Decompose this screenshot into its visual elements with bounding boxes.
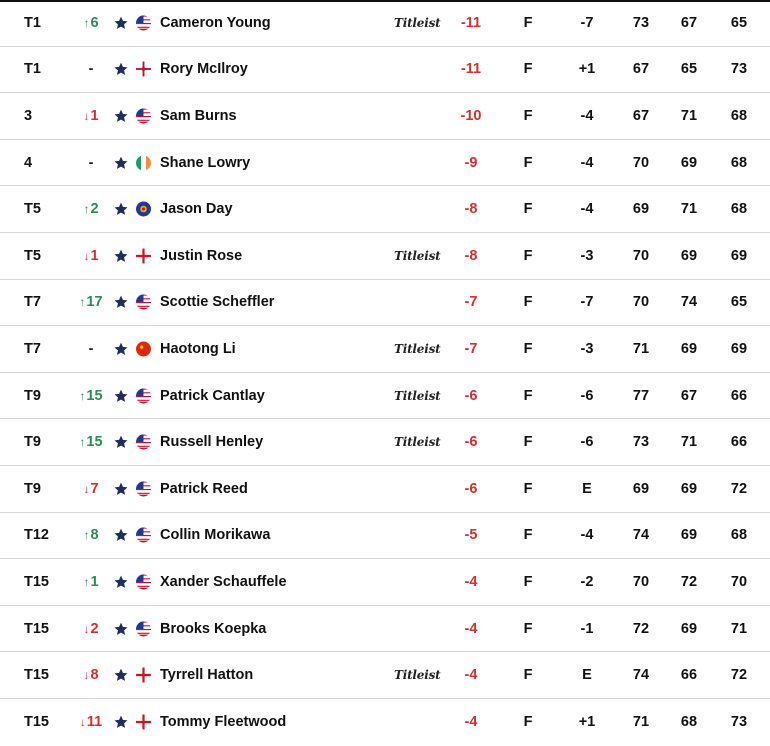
position: T9: [24, 480, 41, 497]
round-3-strokes: 69: [730, 247, 748, 264]
total-to-par: -6: [464, 387, 478, 404]
movement-value: -: [88, 340, 94, 357]
movement-value: 8: [90, 667, 99, 684]
round-2-strokes: 71: [680, 201, 698, 218]
total-to-par: -11: [460, 14, 482, 31]
thru: F: [523, 201, 533, 218]
round-1-strokes: 67: [632, 61, 650, 78]
round-1-strokes: 69: [632, 201, 650, 218]
table-row[interactable]: [0, 0, 770, 47]
total-to-par: -7: [464, 294, 478, 311]
round-1-strokes: 70: [632, 294, 650, 311]
titleist-logo: Titleist: [394, 388, 441, 403]
round-2-strokes: 71: [680, 107, 698, 124]
total-to-par: -7: [464, 340, 478, 357]
favorite-star-icon[interactable]: [113, 15, 129, 31]
movement-value: 11: [86, 714, 103, 731]
total-to-par: -4: [464, 714, 478, 731]
round-score: -4: [580, 154, 594, 171]
round-2-strokes: 69: [680, 247, 698, 264]
round-3-strokes: 68: [730, 201, 748, 218]
position-movement: [76, 108, 106, 124]
total-to-par: -4: [464, 620, 478, 637]
favorite-star-icon[interactable]: [113, 108, 129, 124]
table-row[interactable]: [0, 699, 770, 746]
round-3-strokes: 69: [730, 340, 748, 357]
favorite-star-icon[interactable]: [113, 434, 129, 450]
position: T9: [24, 434, 41, 451]
titleist-logo: Titleist: [394, 15, 441, 30]
thru: F: [523, 61, 533, 78]
table-row[interactable]: [0, 47, 770, 94]
movement-value: 8: [90, 527, 99, 544]
thru: F: [523, 14, 533, 31]
thru: F: [523, 154, 533, 171]
thru: F: [523, 107, 533, 124]
usa-flag-icon: [136, 15, 151, 30]
position-movement: [76, 481, 106, 497]
movement-value: 2: [90, 620, 99, 637]
round-3-strokes: 66: [730, 387, 748, 404]
position-movement: [76, 667, 106, 683]
movement-value: 6: [90, 14, 99, 31]
position: T15: [24, 714, 49, 731]
favorite-star-icon[interactable]: [113, 388, 129, 404]
ireland-flag-icon: [136, 155, 151, 170]
favorite-star-icon[interactable]: [113, 481, 129, 497]
thru: F: [523, 294, 533, 311]
australia-flag-icon: [136, 202, 151, 217]
round-score: -6: [580, 434, 594, 451]
favorite-star-icon[interactable]: [113, 201, 129, 217]
thru: F: [523, 247, 533, 264]
titleist-logo: Titleist: [394, 248, 441, 263]
position: T1: [24, 14, 41, 31]
thru: F: [523, 620, 533, 637]
round-score: +1: [578, 714, 596, 731]
position: T7: [24, 340, 41, 357]
position-movement: [76, 527, 106, 543]
northern-ireland-flag-icon: [136, 62, 151, 77]
round-score: -2: [580, 573, 594, 590]
player-name[interactable]: Scottie Scheffler: [160, 294, 275, 311]
round-2-strokes: 67: [680, 14, 698, 31]
favorite-star-icon[interactable]: [113, 248, 129, 264]
thru: F: [523, 527, 533, 544]
total-to-par: -8: [464, 247, 478, 264]
round-1-strokes: 71: [632, 714, 650, 731]
titleist-logo: Titleist: [394, 668, 441, 683]
thru: F: [523, 340, 533, 357]
arrow-down-icon: ↓: [79, 715, 86, 730]
arrow-up-icon: ↑: [79, 388, 86, 403]
player-name[interactable]: Haotong Li: [160, 340, 236, 357]
usa-flag-icon: [136, 481, 151, 496]
round-2-strokes: 69: [680, 340, 698, 357]
arrow-down-icon: ↓: [83, 621, 90, 636]
round-3-strokes: 68: [730, 527, 748, 544]
total-to-par: -4: [464, 667, 478, 684]
china-flag-icon: [136, 341, 151, 356]
table-row[interactable]: [0, 326, 770, 373]
player-name[interactable]: Russell Henley: [160, 434, 264, 451]
table-row[interactable]: [0, 280, 770, 327]
arrow-up-icon: ↑: [79, 435, 86, 450]
round-1-strokes: 70: [632, 247, 650, 264]
movement-value: 7: [90, 480, 99, 497]
position: T5: [24, 201, 41, 218]
player-name[interactable]: Jason Day: [160, 201, 233, 218]
favorite-star-icon[interactable]: [113, 667, 129, 683]
round-3-strokes: 68: [730, 107, 748, 124]
position: T1: [24, 61, 41, 78]
movement-value: 17: [86, 294, 103, 311]
thru: F: [523, 573, 533, 590]
player-name[interactable]: Tyrrell Hatton: [160, 667, 254, 684]
table-row[interactable]: [0, 186, 770, 233]
arrow-down-icon: ↓: [83, 248, 90, 263]
titleist-logo: Titleist: [394, 435, 441, 450]
position: T5: [24, 247, 41, 264]
arrow-up-icon: ↑: [79, 295, 86, 310]
usa-flag-icon: [136, 435, 151, 450]
position: 3: [24, 107, 33, 124]
position: T15: [24, 667, 49, 684]
position-movement: [76, 248, 106, 264]
player-name[interactable]: Tommy Fleetwood: [160, 714, 287, 731]
usa-flag-icon: [136, 295, 151, 310]
favorite-star-icon[interactable]: [113, 527, 129, 543]
position-movement: [76, 574, 106, 590]
position: T15: [24, 573, 49, 590]
round-score: E: [582, 667, 592, 684]
total-to-par: -10: [460, 107, 482, 124]
usa-flag-icon: [136, 621, 151, 636]
round-score: +1: [578, 61, 596, 78]
round-2-strokes: 71: [680, 434, 698, 451]
position: T15: [24, 620, 49, 637]
table-row[interactable]: [0, 606, 770, 653]
table-row[interactable]: [0, 93, 770, 140]
position-movement: [76, 155, 106, 171]
movement-value: 1: [90, 573, 99, 590]
player-name[interactable]: Brooks Koepka: [160, 620, 267, 637]
total-to-par: -6: [464, 480, 478, 497]
round-1-strokes: 73: [632, 434, 650, 451]
favorite-star-icon[interactable]: [113, 155, 129, 171]
round-1-strokes: 74: [632, 527, 650, 544]
player-name[interactable]: Collin Morikawa: [160, 527, 271, 544]
round-3-strokes: 68: [730, 154, 748, 171]
thru: F: [523, 480, 533, 497]
round-3-strokes: 72: [730, 480, 748, 497]
position-movement: [76, 621, 106, 637]
usa-flag-icon: [136, 574, 151, 589]
thru: F: [523, 714, 533, 731]
favorite-star-icon[interactable]: [113, 621, 129, 637]
favorite-star-icon[interactable]: [113, 294, 129, 310]
round-1-strokes: 70: [632, 154, 650, 171]
arrow-up-icon: ↑: [83, 15, 90, 30]
usa-flag-icon: [136, 108, 151, 123]
total-to-par: -11: [460, 61, 482, 78]
movement-value: 15: [86, 434, 103, 451]
position-movement: [76, 714, 106, 730]
movement-value: 1: [90, 247, 99, 264]
round-2-strokes: 72: [680, 573, 698, 590]
round-score: -7: [580, 294, 594, 311]
round-score: -3: [580, 340, 594, 357]
round-2-strokes: 67: [680, 387, 698, 404]
player-name[interactable]: Patrick Cantlay: [160, 387, 265, 404]
table-row[interactable]: [0, 513, 770, 560]
arrow-up-icon: ↑: [83, 574, 90, 589]
round-2-strokes: 65: [680, 61, 698, 78]
arrow-down-icon: ↓: [83, 481, 90, 496]
round-1-strokes: 77: [632, 387, 650, 404]
usa-flag-icon: [136, 388, 151, 403]
table-row[interactable]: [0, 419, 770, 466]
position-movement: [76, 61, 106, 77]
table-row[interactable]: [0, 373, 770, 420]
arrow-up-icon: ↑: [83, 202, 90, 217]
titleist-logo: Titleist: [394, 341, 441, 356]
thru: F: [523, 387, 533, 404]
round-3-strokes: 65: [730, 14, 748, 31]
table-row[interactable]: [0, 652, 770, 699]
round-2-strokes: 68: [680, 714, 698, 731]
position-movement: [76, 341, 106, 357]
round-1-strokes: 67: [632, 107, 650, 124]
arrow-up-icon: ↑: [83, 528, 90, 543]
player-name[interactable]: Shane Lowry: [160, 154, 251, 171]
position-movement: [76, 201, 106, 217]
table-row[interactable]: [0, 233, 770, 280]
round-score: -4: [580, 527, 594, 544]
round-1-strokes: 69: [632, 480, 650, 497]
movement-value: 2: [90, 201, 99, 218]
position: T7: [24, 294, 41, 311]
round-1-strokes: 74: [632, 667, 650, 684]
position-movement: [76, 294, 106, 310]
round-2-strokes: 69: [680, 620, 698, 637]
favorite-star-icon[interactable]: [113, 574, 129, 590]
total-to-par: -4: [464, 573, 478, 590]
player-name[interactable]: Cameron Young: [160, 14, 271, 31]
table-row[interactable]: [0, 466, 770, 513]
movement-value: -: [88, 154, 94, 171]
round-3-strokes: 72: [730, 667, 748, 684]
movement-value: 15: [86, 387, 103, 404]
player-name[interactable]: Patrick Reed: [160, 480, 248, 497]
round-1-strokes: 71: [632, 340, 650, 357]
england-flag-icon: [136, 668, 151, 683]
total-to-par: -5: [464, 527, 478, 544]
thru: F: [523, 667, 533, 684]
position: T9: [24, 387, 41, 404]
round-2-strokes: 69: [680, 154, 698, 171]
arrow-down-icon: ↓: [83, 108, 90, 123]
round-2-strokes: 69: [680, 527, 698, 544]
round-score: -6: [580, 387, 594, 404]
position: 4: [24, 154, 33, 171]
round-score: -1: [580, 620, 594, 637]
position-movement: [76, 15, 106, 31]
round-2-strokes: 69: [680, 480, 698, 497]
round-score: -3: [580, 247, 594, 264]
total-to-par: -8: [464, 201, 478, 218]
favorite-star-icon[interactable]: [113, 341, 129, 357]
table-row[interactable]: [0, 140, 770, 187]
position-movement: [76, 388, 106, 404]
player-name[interactable]: Xander Schauffele: [160, 573, 287, 590]
movement-value: 1: [90, 107, 99, 124]
round-1-strokes: 70: [632, 573, 650, 590]
player-name[interactable]: Rory McIlroy: [160, 61, 248, 78]
round-score: E: [582, 480, 592, 497]
round-score: -4: [580, 201, 594, 218]
round-3-strokes: 70: [730, 573, 748, 590]
round-1-strokes: 73: [632, 14, 650, 31]
round-score: -4: [580, 107, 594, 124]
position-movement: [76, 434, 106, 450]
round-1-strokes: 72: [632, 620, 650, 637]
round-3-strokes: 73: [730, 714, 748, 731]
total-to-par: -9: [464, 154, 478, 171]
thru: F: [523, 434, 533, 451]
favorite-star-icon[interactable]: [113, 714, 129, 730]
round-score: -7: [580, 14, 594, 31]
england-flag-icon: [136, 715, 151, 730]
round-2-strokes: 74: [680, 294, 698, 311]
round-3-strokes: 66: [730, 434, 748, 451]
table-row[interactable]: [0, 559, 770, 606]
favorite-star-icon[interactable]: [113, 61, 129, 77]
england-flag-icon: [136, 248, 151, 263]
player-name[interactable]: Sam Burns: [160, 107, 237, 124]
usa-flag-icon: [136, 528, 151, 543]
round-2-strokes: 66: [680, 667, 698, 684]
round-3-strokes: 73: [730, 61, 748, 78]
player-name[interactable]: Justin Rose: [160, 247, 243, 264]
movement-value: -: [88, 61, 94, 78]
round-3-strokes: 65: [730, 294, 748, 311]
total-to-par: -6: [464, 434, 478, 451]
round-3-strokes: 71: [730, 620, 748, 637]
arrow-down-icon: ↓: [83, 668, 90, 683]
position: T12: [24, 527, 49, 544]
